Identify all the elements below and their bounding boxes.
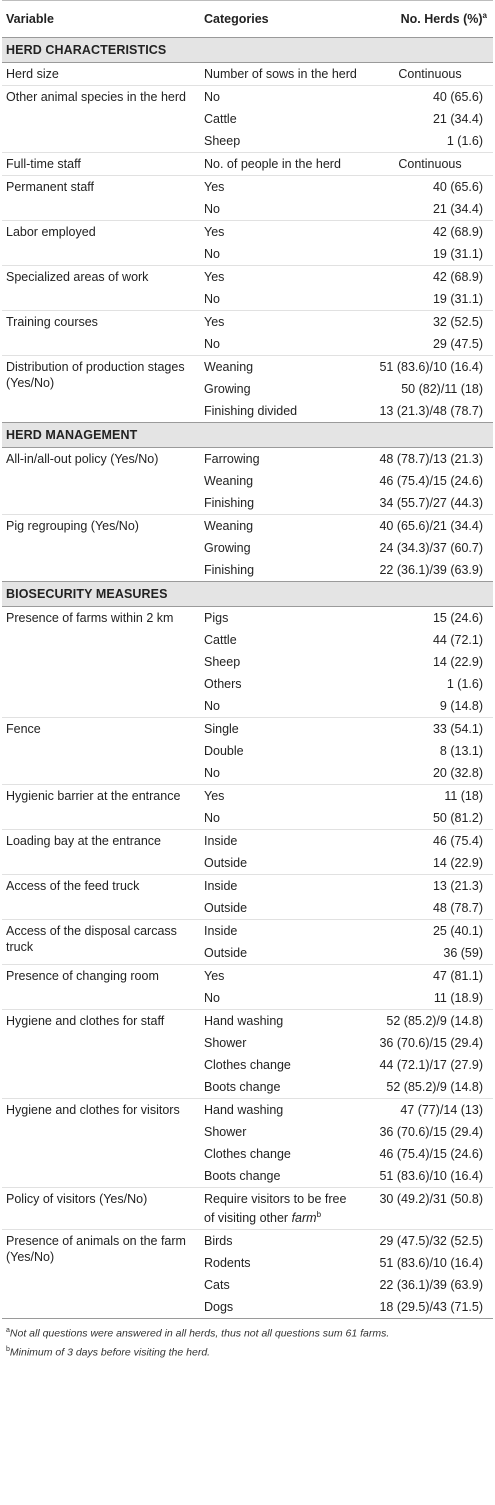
table-row xyxy=(2,63,493,86)
value-cell: Continuous xyxy=(363,153,493,176)
category-cell: Yes xyxy=(200,965,363,988)
value-cell: 9 (14.8) xyxy=(439,699,483,713)
category-cell: Yes xyxy=(200,311,363,334)
value-cell: 24 (34.3)/37 (60.7) xyxy=(379,541,483,555)
category-cell: Yes xyxy=(200,266,363,289)
value-cell: 11 (18.9) xyxy=(433,991,483,1005)
category-cell: Single xyxy=(200,718,363,741)
table-row xyxy=(2,1010,493,1033)
value-cell: 13 (21.3)/48 (78.7) xyxy=(379,404,483,418)
category-cell: No xyxy=(204,202,220,216)
category-cell: Birds xyxy=(200,1230,363,1253)
category-cell: Double xyxy=(204,744,244,758)
value-cell: 50 (82)/11 (18) xyxy=(401,382,483,396)
category-cell: Finishing xyxy=(204,563,255,577)
category-cell: Weaning xyxy=(200,515,363,538)
category-cell: Yes xyxy=(200,221,363,244)
value-cell: 40 (65.6)/21 (34.4) xyxy=(363,515,493,538)
table-row xyxy=(2,448,493,471)
value-cell: 33 (54.1) xyxy=(363,718,493,741)
footnote-b-text: Minimum of 3 days before visiting the herd. xyxy=(9,1346,211,1359)
table-row xyxy=(2,266,493,289)
value-cell: 44 (72.1)/17 (27.9) xyxy=(379,1058,483,1072)
category-cell: Inside xyxy=(200,875,363,898)
footnote-b xyxy=(2,1342,493,1361)
category-cell: Clothes change xyxy=(204,1058,291,1072)
value-cell: 15 (24.6) xyxy=(363,607,493,630)
category-cell: No xyxy=(200,86,363,109)
value-cell: 36 (70.6)/15 (29.4) xyxy=(379,1036,483,1050)
category-cell: No xyxy=(204,292,220,306)
category-cell: Yes xyxy=(200,176,363,199)
value-cell: 11 (18) xyxy=(363,785,493,808)
value-cell: 42 (68.9) xyxy=(363,266,493,289)
variable-cell: Specialized areas of work xyxy=(2,266,200,311)
category-cell: No xyxy=(204,811,220,825)
table-row xyxy=(2,965,493,988)
value-cell: 21 (34.4) xyxy=(432,112,483,126)
value-cell: 8 (13.1) xyxy=(439,744,483,758)
value-cell: 20 (32.8) xyxy=(432,766,483,780)
footnote-b-mark: b xyxy=(6,1345,10,1353)
footnotes xyxy=(2,1318,493,1360)
variable-cell: Training courses xyxy=(2,311,200,356)
table-row xyxy=(2,607,493,630)
variable-cell: Access of the disposal carcass truck xyxy=(2,920,200,965)
value-cell: 51 (83.6)/10 (16.4) xyxy=(379,1256,483,1271)
value-cell: 36 (70.6)/15 (29.4) xyxy=(379,1125,483,1139)
value-cell: 48 (78.7)/13 (21.3) xyxy=(363,448,493,471)
category-cell: Outside xyxy=(204,856,248,870)
section-row xyxy=(2,423,493,448)
table-body xyxy=(2,38,493,1319)
value-cell: 25 (40.1) xyxy=(363,920,493,943)
category-cell: Dogs xyxy=(204,1300,234,1315)
value-cell: 1 (1.6) xyxy=(446,677,483,691)
category-cell: No xyxy=(204,699,220,713)
category-cell: Clothes change xyxy=(204,1147,291,1161)
value-cell: 13 (21.3) xyxy=(363,875,493,898)
value-cell: Continuous xyxy=(363,63,493,86)
category-cell: Cattle xyxy=(204,112,237,126)
category-cell: Finishing xyxy=(204,496,255,510)
value-cell: 42 (68.9) xyxy=(363,221,493,244)
value-cell: 22 (36.1)/39 (63.9) xyxy=(379,1278,483,1293)
table-row xyxy=(2,86,493,109)
section-title: BIOSECURITY MEASURES xyxy=(2,582,493,607)
value-cell: 22 (36.1)/39 (63.9) xyxy=(379,563,483,577)
variable-cell: Full-time staff xyxy=(2,153,200,176)
category-cell: Others xyxy=(204,677,242,691)
variable-cell: Presence of animals on the farm (Yes/No) xyxy=(2,1230,200,1319)
section-row xyxy=(2,582,493,607)
header-no-herds-label: No. Herds (%) xyxy=(400,12,483,27)
category-cell: No. of people in the herd xyxy=(200,153,363,176)
category-text: Require visitors to be free of visiting other xyxy=(204,1192,347,1226)
header-variable: Variable xyxy=(2,1,200,38)
value-cell: 29 (47.5) xyxy=(432,337,483,351)
value-cell: 32 (52.5) xyxy=(363,311,493,334)
table-row xyxy=(2,920,493,943)
value-cell: 40 (65.6) xyxy=(363,86,493,109)
category-cell: Weaning xyxy=(204,474,254,488)
value-cell: 44 (72.1) xyxy=(432,633,483,647)
section-row xyxy=(2,38,493,63)
category-cell: No xyxy=(204,991,220,1005)
value-cell: 48 (78.7) xyxy=(432,901,483,915)
value-cell: 50 (81.2) xyxy=(432,811,483,825)
section-title: HERD MANAGEMENT xyxy=(2,423,493,448)
category-emphasis: farm xyxy=(291,1211,317,1226)
variable-cell: Loading bay at the entrance xyxy=(2,830,200,875)
table-row xyxy=(2,1099,493,1122)
category-cell: Hand washing xyxy=(200,1010,363,1033)
variable-cell: Herd size xyxy=(2,63,200,86)
category-cell: Boots change xyxy=(204,1080,281,1094)
category-cell: Growing xyxy=(204,541,251,555)
value-cell: 47 (77)/14 (13) xyxy=(363,1099,493,1122)
value-cell: 30 (49.2)/31 (50.8) xyxy=(363,1188,493,1230)
category-cell: Yes xyxy=(200,785,363,808)
value-cell: 46 (75.4)/15 (24.6) xyxy=(379,1147,483,1161)
value-cell: 52 (85.2)/9 (14.8) xyxy=(386,1080,483,1094)
value-cell: 46 (75.4) xyxy=(363,830,493,853)
table-row xyxy=(2,176,493,199)
value-cell: 46 (75.4)/15 (24.6) xyxy=(379,474,483,488)
value-cell: 19 (31.1) xyxy=(432,292,483,306)
table-row xyxy=(2,785,493,808)
variable-cell: Presence of farms within 2 km xyxy=(2,607,200,718)
value-cell: 47 (81.1) xyxy=(363,965,493,988)
category-cell: Weaning xyxy=(200,356,363,379)
value-cell: 34 (55.7)/27 (44.3) xyxy=(379,496,483,510)
category-cell: Farrowing xyxy=(200,448,363,471)
category-cell: Rodents xyxy=(204,1256,251,1271)
table-row xyxy=(2,311,493,334)
category-cell: Shower xyxy=(204,1125,247,1139)
variable-cell: Policy of visitors (Yes/No) xyxy=(2,1188,200,1230)
category-cell: Sheep xyxy=(204,134,241,148)
category-footnote-mark: b xyxy=(316,1210,322,1219)
herd-characteristics-table xyxy=(2,0,493,1318)
category-cell: No xyxy=(204,766,220,780)
header-row xyxy=(2,1,493,38)
variable-cell: Hygiene and clothes for visitors xyxy=(2,1099,200,1188)
value-cell: 1 (1.6) xyxy=(446,134,483,148)
category-cell: Finishing divided xyxy=(204,404,298,418)
variable-cell: Hygienic barrier at the entrance xyxy=(2,785,200,830)
footnote-a-mark: a xyxy=(6,1327,10,1335)
variable-cell: Hygiene and clothes for staff xyxy=(2,1010,200,1099)
table-row xyxy=(2,830,493,853)
table-row xyxy=(2,515,493,538)
table-row xyxy=(2,153,493,176)
variable-cell: Other animal species in the herd xyxy=(2,86,200,153)
table-row xyxy=(2,221,493,244)
footnote-a-text: Not all questions were answered in all herds, thus not all questions sum 61 farms. xyxy=(9,1327,390,1340)
category-cell xyxy=(200,1188,363,1230)
value-cell: 36 (59) xyxy=(443,946,483,960)
category-cell: Hand washing xyxy=(200,1099,363,1122)
value-cell: 29 (47.5)/32 (52.5) xyxy=(363,1230,493,1253)
category-cell: Growing xyxy=(204,382,251,396)
category-cell: No xyxy=(204,337,220,351)
category-cell: Outside xyxy=(204,946,248,960)
value-cell: 14 (22.9) xyxy=(432,655,483,669)
header-no-herds xyxy=(363,1,493,38)
category-cell: Inside xyxy=(200,920,363,943)
value-cell: 51 (83.6)/10 (16.4) xyxy=(379,1169,483,1183)
category-cell: Shower xyxy=(204,1036,247,1050)
variable-cell: Access of the feed truck xyxy=(2,875,200,920)
value-cell: 21 (34.4) xyxy=(432,202,483,216)
variable-cell: Fence xyxy=(2,718,200,785)
category-cell: Number of sows in the herd xyxy=(200,63,363,86)
table-header xyxy=(2,1,493,38)
category-cell: Cattle xyxy=(204,633,237,647)
value-cell: 19 (31.1) xyxy=(432,247,483,261)
category-cell: No xyxy=(204,247,220,261)
table-row xyxy=(2,718,493,741)
variable-cell: All-in/all-out policy (Yes/No) xyxy=(2,448,200,515)
table-row xyxy=(2,1230,493,1253)
section-title: HERD CHARACTERISTICS xyxy=(2,38,493,63)
category-cell: Cats xyxy=(204,1278,230,1293)
category-cell: Outside xyxy=(204,901,248,915)
category-cell: Inside xyxy=(200,830,363,853)
category-cell: Sheep xyxy=(204,655,241,669)
category-cell: Boots change xyxy=(204,1169,281,1183)
footnote-a xyxy=(2,1323,493,1342)
value-cell: 52 (85.2)/9 (14.8) xyxy=(363,1010,493,1033)
header-categories: Categories xyxy=(200,1,363,38)
variable-cell: Presence of changing room xyxy=(2,965,200,1010)
table-row xyxy=(2,875,493,898)
value-cell: 18 (29.5)/43 (71.5) xyxy=(379,1300,483,1315)
category-cell: Pigs xyxy=(200,607,363,630)
header-footnote-mark: a xyxy=(482,11,487,21)
variable-cell: Labor employed xyxy=(2,221,200,266)
variable-cell: Distribution of production stages (Yes/No) xyxy=(2,356,200,423)
value-cell: 40 (65.6) xyxy=(363,176,493,199)
table-row xyxy=(2,1188,493,1230)
variable-cell: Permanent staff xyxy=(2,176,200,221)
variable-cell: Pig regrouping (Yes/No) xyxy=(2,515,200,582)
value-cell: 14 (22.9) xyxy=(432,856,483,870)
value-cell: 51 (83.6)/10 (16.4) xyxy=(363,356,493,379)
table-row xyxy=(2,356,493,379)
